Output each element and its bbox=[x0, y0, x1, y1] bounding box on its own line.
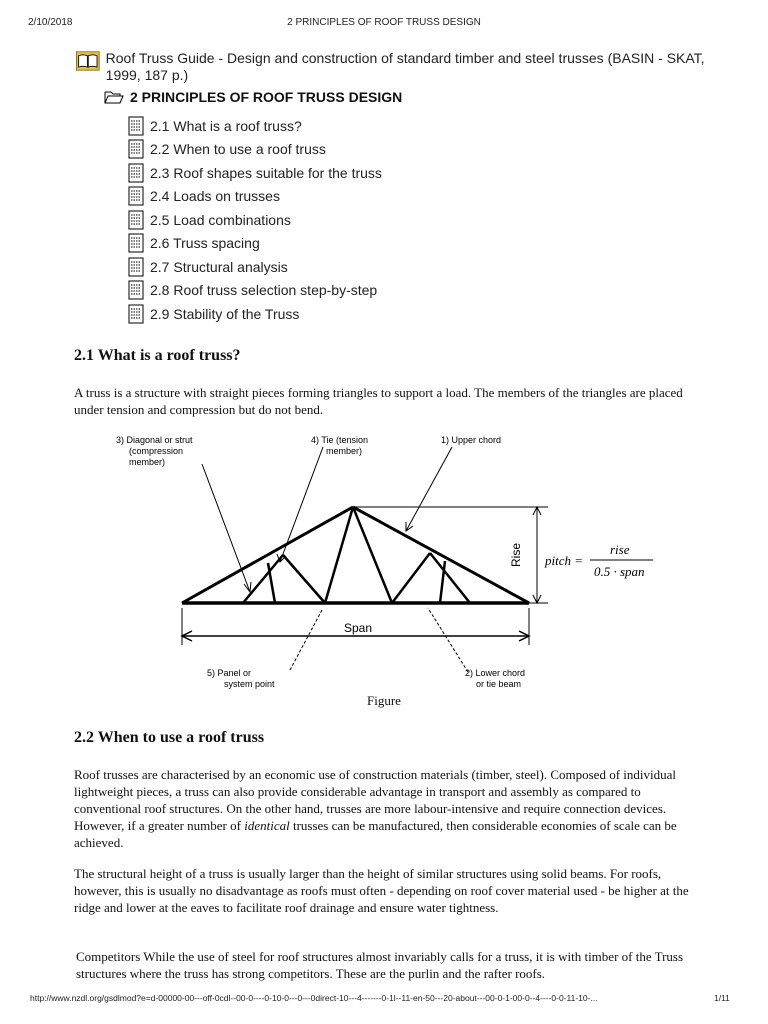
breadcrumb-book[interactable] bbox=[76, 50, 706, 84]
source-url[interactable]: http://www.nzdl.org/gsdlmod?e=d-00000-00---off-0cdl--00-0----0-10-0---0---0direct-10---4-------0-1l--11-en-50---20-about---00-0-1-00-0--4----0-0-11-10-... bbox=[30, 993, 598, 1003]
label-diagonal-line2: (compression bbox=[129, 446, 184, 456]
toc-item[interactable] bbox=[128, 114, 382, 138]
toc-link[interactable]: 2.8 Roof truss selection step-by-step bbox=[150, 282, 378, 299]
page-number: 1/11 bbox=[714, 993, 730, 1003]
label-panel-line2: system point bbox=[224, 679, 275, 689]
chapter-title-link[interactable]: 2 PRINCIPLES OF ROOF TRUSS DESIGN bbox=[130, 89, 403, 105]
upper-chord-left bbox=[182, 507, 353, 603]
document-icon bbox=[128, 210, 144, 230]
breadcrumb-chapter[interactable] bbox=[104, 89, 402, 105]
document-icon bbox=[128, 116, 144, 136]
label-diagonal-line3: member) bbox=[129, 457, 166, 467]
emphasis-identical: identical bbox=[244, 818, 290, 833]
open-folder-icon bbox=[104, 90, 124, 104]
label-upper-chord: 1) Upper chord bbox=[441, 435, 502, 445]
toc-link[interactable]: 2.7 Structural analysis bbox=[150, 258, 288, 275]
paragraph-1-text-b: trusses can be manufactured, then considerable economies of scale can be achieved. bbox=[74, 818, 677, 850]
label-span: Span bbox=[344, 621, 373, 635]
label-rise: Rise bbox=[509, 542, 523, 568]
leader-lower bbox=[428, 608, 468, 672]
toc-item[interactable] bbox=[128, 302, 382, 326]
document-icon bbox=[128, 257, 144, 277]
section-2-1-paragraph: A truss is a structure with straight pieces forming triangles to support a load. The members of the triangles are placed under tension and compression but do not bend. bbox=[74, 385, 683, 417]
print-date: 2/10/2018 bbox=[28, 17, 73, 28]
toc-item[interactable] bbox=[128, 208, 382, 232]
section-2-2-paragraph-3: Competitors While the use of steel for roof structures almost invariably calls for a truss, it is with timber of the Truss structures where the truss has strong competitors. These are the purlin and the rafter roofs. bbox=[76, 949, 684, 981]
leader-upper bbox=[406, 447, 452, 531]
toc-item[interactable] bbox=[128, 138, 382, 162]
section-2-2-paragraph-1 bbox=[74, 766, 700, 851]
document-icon bbox=[128, 186, 144, 206]
label-diagonal-line1: 3) Diagonal or strut bbox=[116, 435, 193, 445]
label-tie-line1: 4) Tie (tension bbox=[311, 435, 369, 445]
toc-item[interactable] bbox=[128, 279, 382, 303]
toc-link[interactable]: 2.2 When to use a roof truss bbox=[150, 141, 326, 158]
pitch-formula-numerator: rise bbox=[610, 542, 630, 557]
toc-link[interactable]: 2.4 Loads on trusses bbox=[150, 188, 280, 205]
toc-item[interactable] bbox=[128, 232, 382, 256]
label-lower-line1: 2) Lower chord bbox=[465, 668, 526, 678]
leader-tie bbox=[280, 447, 323, 562]
toc-item[interactable] bbox=[128, 255, 382, 279]
print-title: 2 PRINCIPLES OF ROOF TRUSS DESIGN bbox=[287, 17, 481, 28]
toc-link[interactable]: 2.3 Roof shapes suitable for the truss bbox=[150, 164, 382, 181]
leader-diagonal bbox=[202, 464, 250, 592]
pitch-formula-denominator: 0.5 · span bbox=[594, 564, 645, 579]
book-title-link[interactable]: Roof Truss Guide - Design and construction of standard timber and steel trusses (BASIN - SKAT, 1999, 187 p.) bbox=[105, 50, 705, 83]
toc-link[interactable]: 2.1 What is a roof truss? bbox=[150, 117, 302, 134]
book-icon bbox=[76, 50, 100, 72]
paragraph-1-text-a: Roof trusses are characterised by an economic use of construction materials (timber, steel). Composed of individual lightweight pieces, a truss can also provide considerable advantage in transport and assembly as compared to conventional roof structures. On the other hand, trusses are more labour-intensive and require connection devices. However, if a greater number of bbox=[74, 767, 676, 833]
section-heading-2-2: 2.2 When to use a roof truss bbox=[74, 729, 265, 746]
document-icon bbox=[128, 304, 144, 324]
toc-link[interactable]: 2.6 Truss spacing bbox=[150, 235, 260, 252]
toc-item[interactable] bbox=[128, 185, 382, 209]
document-icon bbox=[128, 139, 144, 159]
document-icon bbox=[128, 163, 144, 183]
pitch-formula-lhs: pitch = bbox=[545, 553, 584, 568]
truss-diagram bbox=[100, 430, 680, 692]
label-tie-line2: member) bbox=[326, 446, 363, 456]
section-2-2-paragraph-2: The structural height of a truss is usually larger than the height of similar structures using solid beams. For roofs, however, this is usually no disadvantage as roofs must often - depending on roof cover material used - be higher at the ridge and lower at the eaves to facilitate roof drainage and ensure water tightness. bbox=[74, 866, 689, 915]
toc-link[interactable]: 2.9 Stability of the Truss bbox=[150, 305, 300, 322]
label-panel-line1: 5) Panel or bbox=[207, 668, 252, 678]
section-heading-2-1: 2.1 What is a roof truss? bbox=[74, 347, 241, 364]
document-icon bbox=[128, 233, 144, 253]
figure-caption: Figure bbox=[367, 693, 401, 708]
toc-item[interactable] bbox=[128, 161, 382, 185]
toc-list bbox=[128, 114, 382, 326]
leader-panel bbox=[290, 610, 322, 670]
document-icon bbox=[128, 280, 144, 300]
toc-link[interactable]: 2.5 Load combinations bbox=[150, 211, 291, 228]
label-lower-line2: or tie beam bbox=[476, 679, 522, 689]
